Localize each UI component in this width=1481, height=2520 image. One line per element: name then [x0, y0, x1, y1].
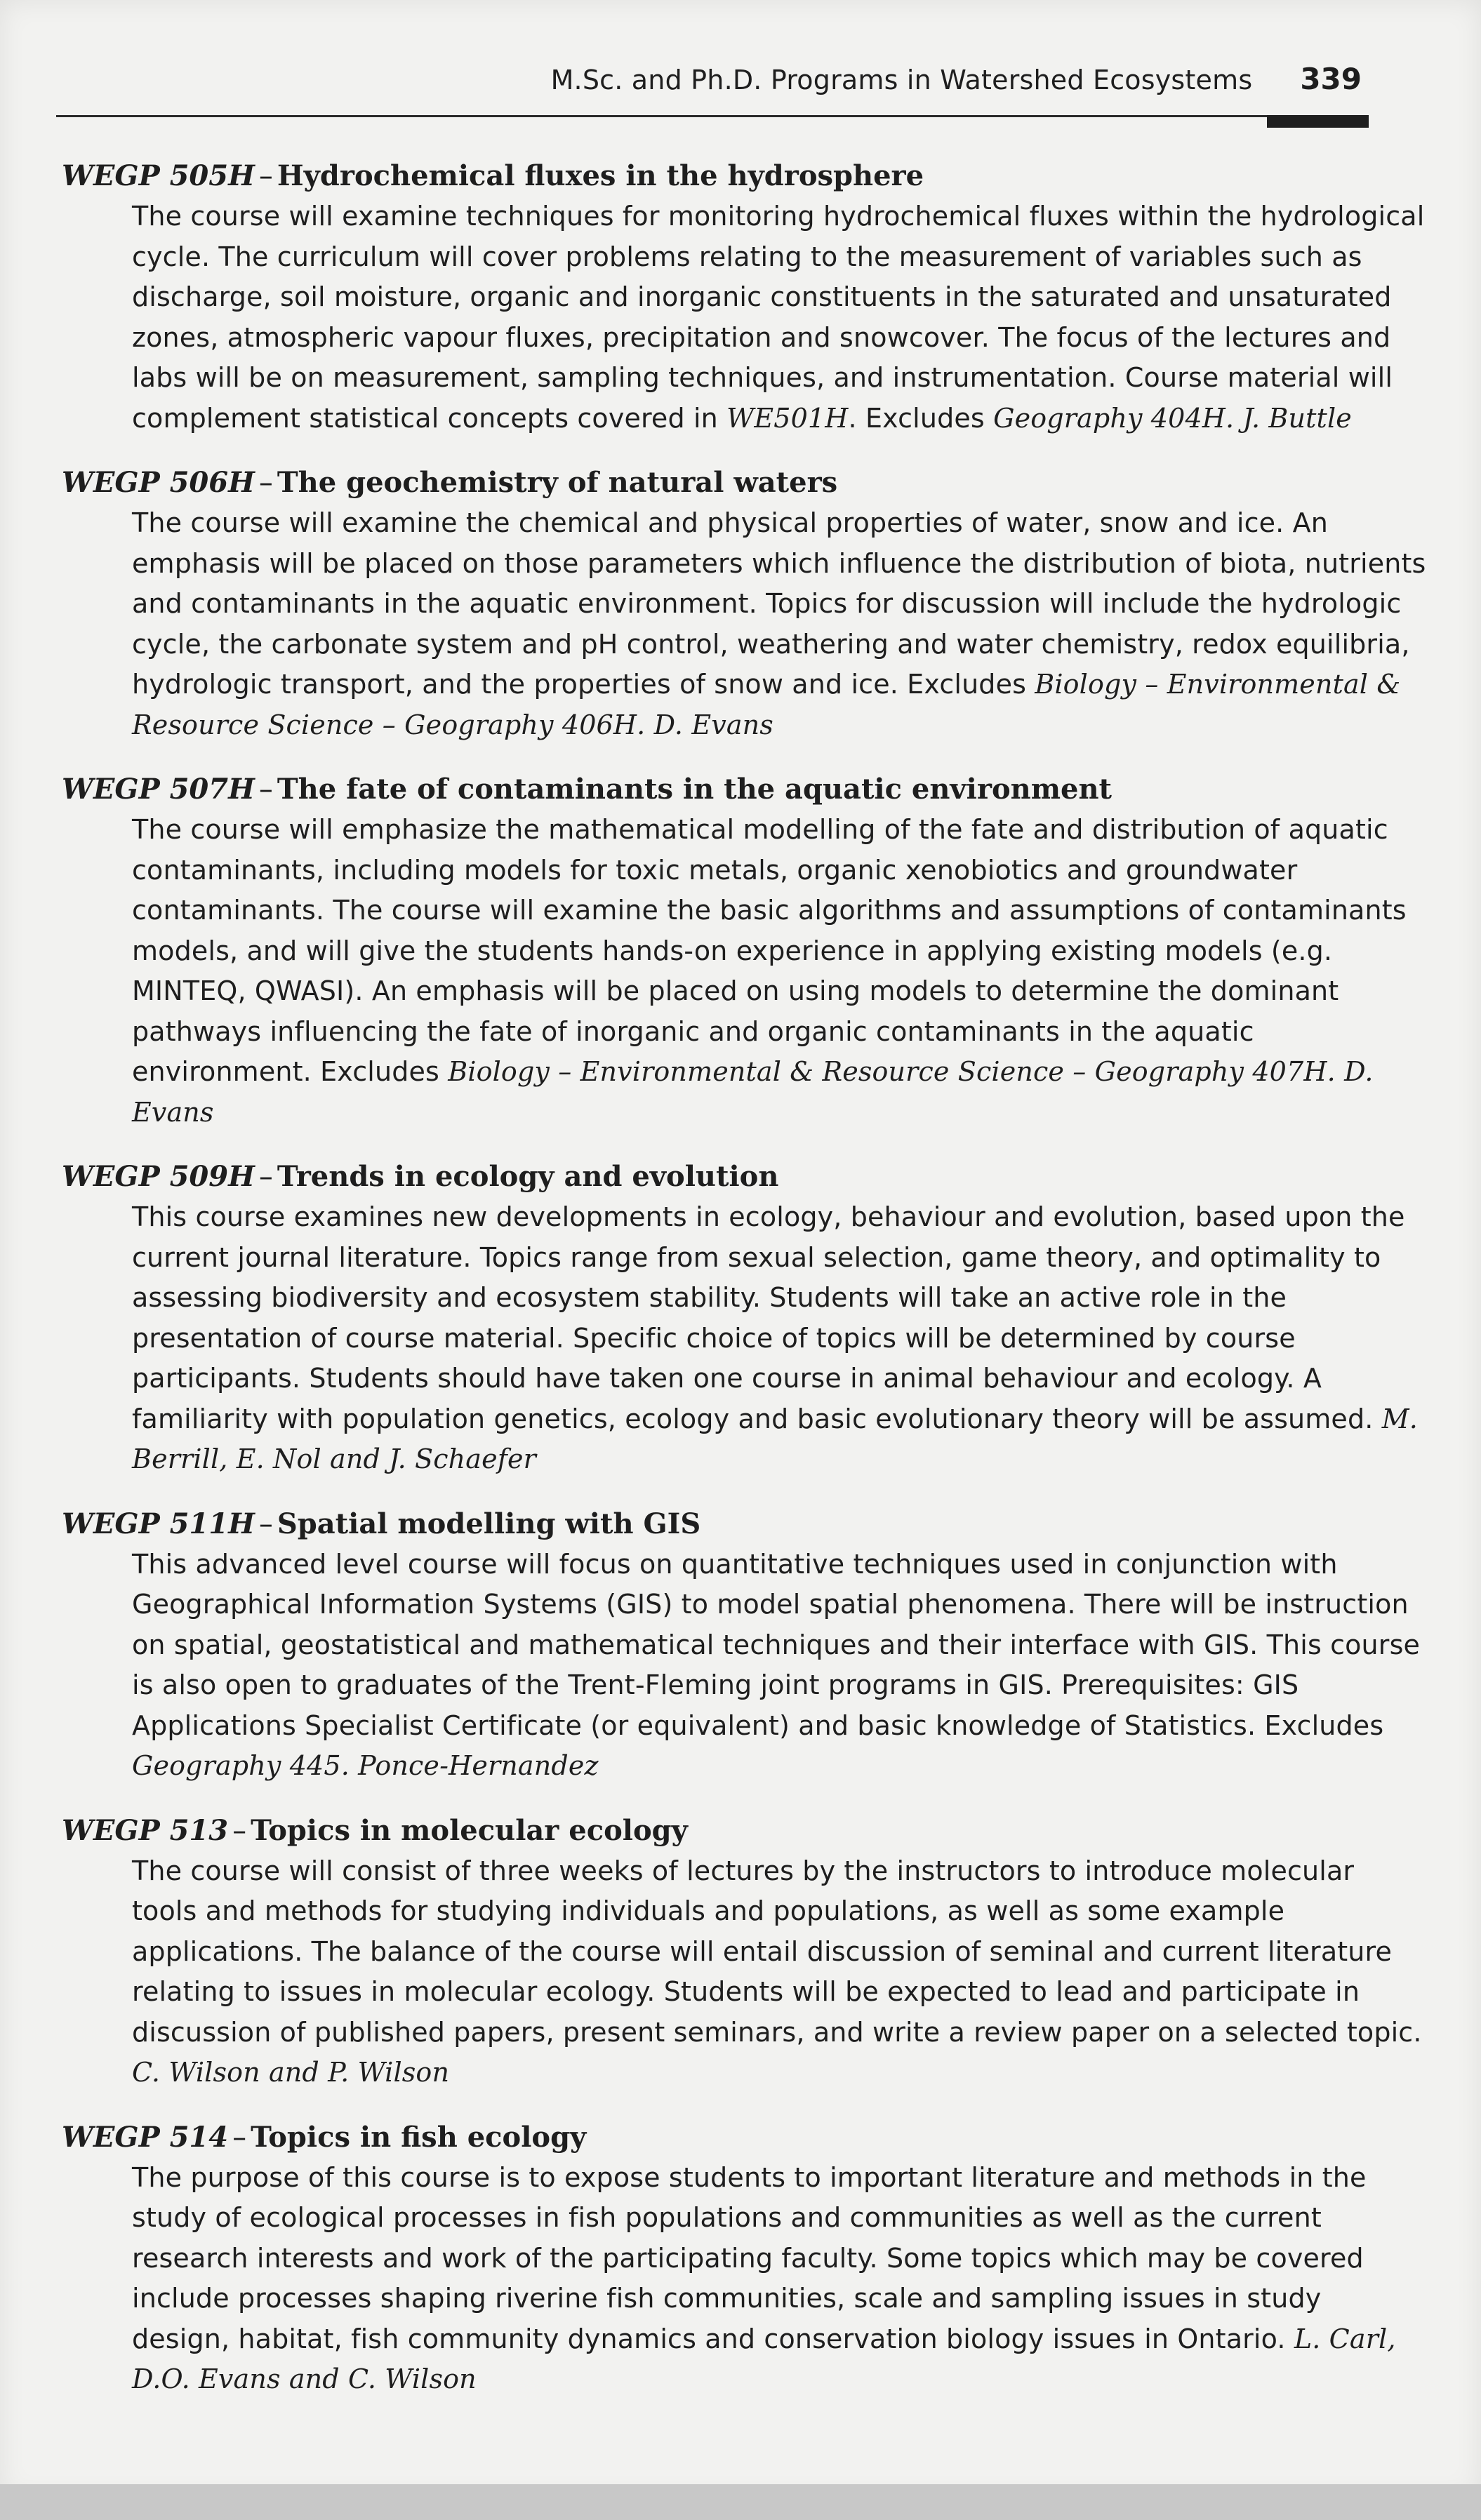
course-entry: [62, 1504, 1421, 1787]
running-title: M.Sc. and Ph.D. Programs in Watershed Ecosystems: [550, 65, 1253, 95]
course-heading: [62, 1504, 1374, 1545]
course-instructors: L. Carl, D.O. Evans and C. Wilson: [132, 2323, 1396, 2394]
course-description: [132, 2158, 1427, 2400]
description-text: This advanced level course will focus on quantitative techniques used in conjunction with Geographical Information Systems (GIS) to model spatial phenomena. There will be instruction on spatial, geostatistical and mathematical techniques and their interface with GIS. This course is also open to graduates of the Trent-Fleming joint programs in GIS. Prerequisites: GIS Applications Specialist Certificate (or equivalent) and basic knowledge of Statistics. Excludes: [132, 1548, 1421, 1741]
course-heading: [62, 462, 1374, 503]
course-code: WEGP 509H: [62, 1160, 255, 1193]
heading-separator: –: [258, 773, 273, 806]
course-entry: [62, 1156, 1418, 1480]
course-entry: [62, 2117, 1396, 2400]
course-heading: [62, 2117, 1374, 2158]
course-code: WEGP 514: [62, 2120, 229, 2154]
course-title: Trends in ecology and evolution: [277, 1160, 779, 1193]
excludes-courses: Geography 404H.: [993, 402, 1235, 434]
course-heading: [62, 1811, 1374, 1851]
course-instructors: J. Buttle: [1242, 402, 1352, 434]
description-text: This course examines new developments in ecology, behaviour and evolution, based upon the current journal literature. Topics range from sexual selection, game theory, and optimality to assessing biodiversity and ecosystem stability. Students will take an active role in the presentation of course material. Specific choice of topics will be determined by course participants. Students should have taken one course in animal behaviour and ecology. A familiarity with population genetics, ecology and basic evolutionary theory will be assumed.: [132, 1201, 1405, 1434]
course-instructors: C. Wilson and P. Wilson: [132, 2057, 450, 2088]
course-code: WEGP 505H: [62, 159, 255, 192]
description-text: The course will examine the chemical and physical properties of water, snow and ice. An emphasis will be placed on those parameters which influence the distribution of biota, nutrients and contaminants in the aquatic environment. Topics for discussion will include the hydrologic cycle, the carbonate system and pH control, weathering and water chemistry, redox equilibria, hydrologic transport, and the properties of snow and ice. Excludes: [132, 507, 1426, 700]
course-code: WEGP 507H: [62, 773, 255, 806]
heading-separator: –: [258, 1161, 273, 1193]
course-heading: [62, 769, 1374, 810]
course-title: The geochemistry of natural waters: [277, 466, 838, 499]
page-number: 339: [1300, 62, 1362, 96]
course-code: WEGP 513: [62, 1813, 229, 1847]
running-header: [498, 62, 1362, 104]
description-text: . Excludes: [848, 402, 994, 434]
course-instructors: D. Evans: [132, 1056, 1374, 1128]
course-description: [132, 1851, 1427, 2093]
heading-separator: –: [232, 2121, 247, 2154]
course-title: The fate of contaminants in the aquatic environment: [277, 773, 1113, 806]
description-text: The course will examine techniques for monitoring hydrochemical fluxes within the hydrological cycle. The curriculum will cover problems relating to the measurement of variables such as discharge, soil moisture, organic and inorganic constituents in the saturated and unsaturated zones, atmospheric vapour fluxes, precipitation and snowcover. The focus of the lectures and labs will be on measurement, sampling techniques, and instrumentation. Course material will complement statistical concepts covered in: [132, 201, 1425, 434]
course-code: WEGP 511H: [62, 1507, 255, 1540]
description-text: The purpose of this course is to expose students to important literature and methods in the study of ecological processes in fish populations and communities as well as the current research interests and work of the participating faculty. Some topics which may be covered include processes shaping riverine fish communities, scale and sampling issues in study design, habitat, fish community dynamics and conservation biology issues in Ontario.: [132, 2161, 1367, 2354]
course-title: Spatial modelling with GIS: [277, 1507, 701, 1540]
course-description: [132, 1197, 1427, 1480]
scan-bottom-edge: [0, 2484, 1481, 2520]
reference-course: WE501H: [726, 402, 849, 434]
course-entry: [62, 1811, 1422, 2093]
description-text: The course will emphasize the mathematical modelling of the fate and distribution of aquatic contaminants, including models for toxic metals, organic xenobiotics and groundwater contaminants. The course will examine the basic algorithms and assumptions of contaminants models, and will give the students hands-on experience in applying existing models (e.g. MINTEQ, QWASI). An emphasis will be placed on using models to determine the dominant pathways influencing the fate of inorganic and organic contaminants in the aquatic environment. Excludes: [132, 814, 1407, 1087]
course-title: Topics in fish ecology: [251, 2120, 587, 2154]
heading-separator: –: [258, 467, 273, 499]
course-heading: [62, 156, 1374, 196]
course-heading: [62, 1156, 1374, 1197]
course-code: WEGP 506H: [62, 466, 255, 499]
course-entry: [62, 462, 1426, 745]
excludes-courses: Biology – Environmental & Resource Science – Geography 407H.: [448, 1056, 1336, 1087]
course-instructors: D. Evans: [653, 709, 773, 740]
course-description: [132, 1545, 1427, 1787]
course-title: Topics in molecular ecology: [251, 1813, 688, 1847]
course-instructors: M. Berrill, E. Nol and J. Schaefer: [132, 1403, 1418, 1474]
header-rule: [56, 115, 1369, 117]
course-title: Hydrochemical fluxes in the hydrosphere: [277, 159, 924, 192]
heading-separator: –: [232, 1814, 247, 1847]
course-list: [62, 156, 1426, 2424]
heading-separator: –: [258, 1507, 273, 1540]
course-instructors: Ponce-Hernandez: [358, 1750, 599, 1781]
excludes-courses: Geography 445.: [132, 1750, 350, 1781]
heading-separator: –: [258, 160, 273, 192]
course-entry: [62, 769, 1407, 1133]
header-rule-tab: [1267, 115, 1369, 128]
course-entry: [62, 156, 1425, 439]
excludes-courses: Biology – Environmental & Resource Science – Geography 406H.: [132, 669, 1401, 740]
course-description: [132, 503, 1427, 745]
course-description: [132, 810, 1427, 1133]
course-description: [132, 196, 1427, 439]
description-text: The course will consist of three weeks of lectures by the instructors to introduce molecular tools and methods for studying individuals and populations, as well as some example applications. The balance of the course will entail discussion of seminal and current literature relating to issues in molecular ecology. Students will be expected to lead and participate in discussion of published papers, present seminars, and write a review paper on a selected topic.: [132, 1855, 1422, 2048]
